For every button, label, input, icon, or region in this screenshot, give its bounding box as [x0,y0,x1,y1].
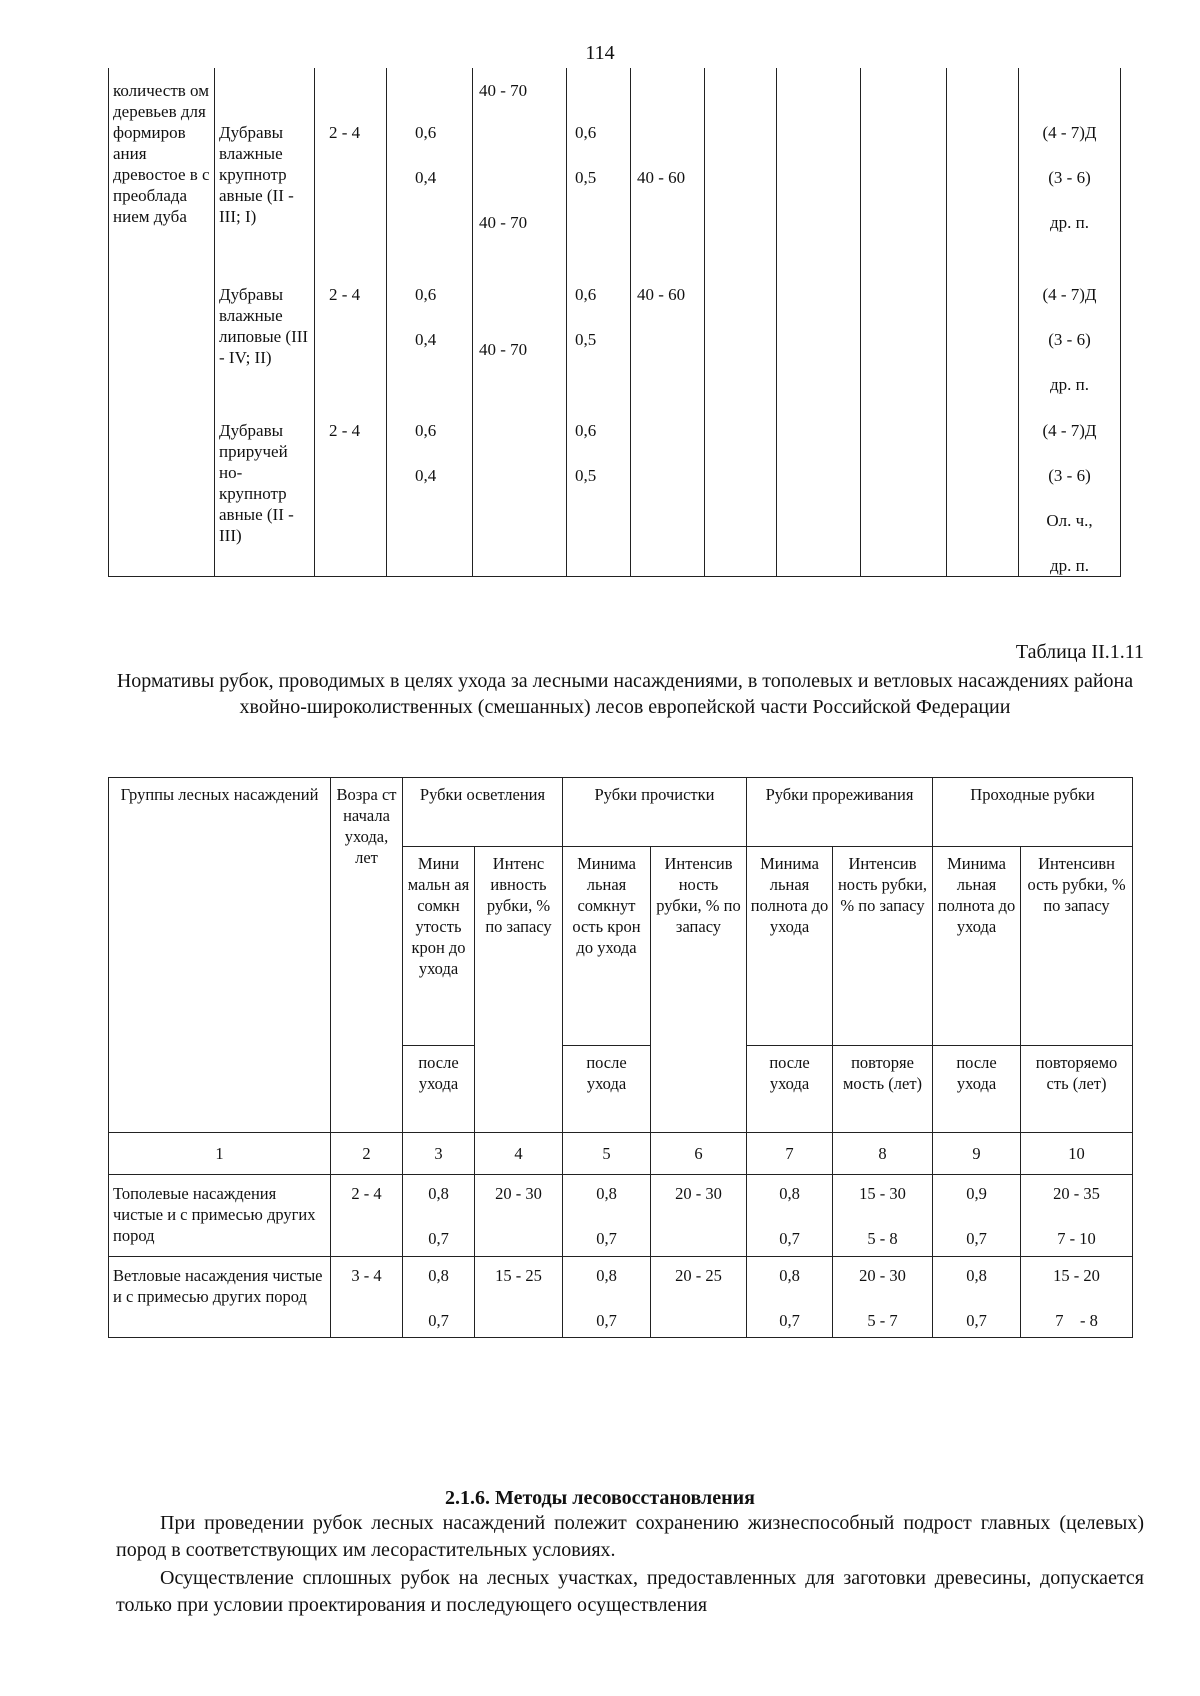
cont-value: 40 - 70 [479,340,528,359]
cell-value: 0,8 [596,1266,617,1285]
cont-value: (4 - 7)Д [1042,285,1097,304]
header-c5-bottom: после ухода [563,1046,651,1133]
cell-value: 0,9 [966,1184,987,1203]
cont-value: др. п. [1050,213,1089,232]
row-group: Тополевые насаждения чистые и с примесью других пород [109,1175,331,1257]
header-row [109,778,1133,847]
cont-type: Дубравы приручей но- крупнотр авные (II - III) [219,421,294,545]
cont-col9 [861,68,947,577]
section-heading: 2.1.6. Методы лесовосстановления [445,1487,755,1509]
cell-value: 0,7 [596,1229,617,1248]
cont-value: 0,6 [575,123,597,142]
header-groups: Группы лесных насаждений [109,778,331,1133]
column-number: 10 [1021,1133,1133,1175]
header-c8-top: Интенсив ность рубки, % по запасу [833,847,933,1046]
table-title: Нормативы рубок, проводимых в целях ухода за лесными насаждениями, в тополевых и ветловых насаждениях района хвойно-широколиственных (смешанных) лесов европейской части Российской Федерации [116,670,1134,718]
header-c7-top: Минима льная полнота до ухода [747,847,833,1046]
cont-value: 40 - 60 [637,168,686,187]
row-c7 [747,1175,833,1257]
cell-value: 0,8 [428,1266,449,1285]
cont-age-stack [315,68,387,577]
cell-value: 0,8 [966,1266,987,1285]
header-thinning-clean: Рубки прочистки [563,778,747,847]
row-c5 [563,1257,651,1338]
cell-value: 0,8 [779,1266,800,1285]
page-number: 114 [585,42,615,64]
cont-group-label: количеств ом деревьев для формиров ания древостое в с преоблада нием дуба [109,68,215,577]
cont-value: (4 - 7)Д [1042,421,1097,440]
cell-value: 20 - 35 [1053,1184,1100,1203]
cell-value: 0,7 [596,1311,617,1330]
column-number: 1 [109,1133,331,1175]
cell-value: 5 - 8 [867,1229,898,1248]
header-c10-top: Интенсивн ость рубки, % по запасу [1021,847,1133,1046]
header-c7-bottom: после ухода [747,1046,833,1133]
cell-value: 7 - 8 [1055,1311,1098,1330]
cont-value: др. п. [1050,375,1089,394]
header-passage: Проходные рубки [933,778,1133,847]
table-label: Таблица II.1.11 [1015,641,1144,663]
cell-value: 0,7 [428,1229,449,1248]
header-thinning: Рубки прореживания [747,778,933,847]
header-c9-bottom: после ухода [933,1046,1021,1133]
cell-value: 0,7 [779,1311,800,1330]
column-number-row [109,1133,1133,1175]
cell-value: 15 - 20 [1053,1266,1100,1285]
row-c8 [833,1175,933,1257]
cell-value: 5 - 7 [867,1311,898,1330]
row-c6: 20 - 30 [651,1175,747,1257]
cont-value: 40 - 60 [637,285,686,304]
row-c3 [403,1175,475,1257]
cont-type-stack [215,68,315,577]
row-c7 [747,1257,833,1338]
cont-value: 0,6 [575,285,597,304]
column-number: 3 [403,1133,475,1175]
cont-col11 [1019,68,1121,577]
cont-value: (3 - 6) [1048,330,1091,349]
header-c3-top: Мини мальн ая сомкн утость крон до ухода [403,847,475,1046]
cell-value: 0,8 [596,1184,617,1203]
body-paragraph: Осуществление сплошных рубок на лесных участках, предоставленных для заготовки древесины, допускается только при условии проектирования и последующего осуществления [116,1567,1144,1616]
header-c6: Интенсив ность рубки, % по запасу [651,847,747,1133]
cell-value: 0,7 [966,1311,987,1330]
row-c8 [833,1257,933,1338]
table-row [109,1175,1133,1257]
cont-age: 2 - 4 [329,285,361,304]
cont-type: Дубравы влажные крупнотр авные (II - III; I) [219,123,294,226]
cont-value: (4 - 7)Д [1042,123,1097,142]
row-c5 [563,1175,651,1257]
cont-value: (3 - 6) [1048,466,1091,485]
cont-value: 0,6 [415,285,437,304]
header-c5-top: Минима льная сомкнут ость крон до ухода [563,847,651,1046]
header-cleaning: Рубки осветления [403,778,563,847]
row-c9 [933,1175,1021,1257]
cont-value: 40 - 70 [479,213,528,232]
column-number: 4 [475,1133,563,1175]
cont-value: 0,4 [415,330,437,349]
cell-value: 0,7 [428,1311,449,1330]
cell-value: 0,8 [779,1184,800,1203]
cont-value: 0,4 [415,168,437,187]
cont-col7 [705,68,777,577]
cont-age: 2 - 4 [329,421,361,440]
header-c4: Интенс ивность рубки, % по запасу [475,847,563,1133]
cont-type: Дубравы влажные липовые (III - IV; II) [219,285,309,367]
cont-row [109,68,1121,577]
cont-value: (3 - 6) [1048,168,1091,187]
row-age: 2 - 4 [331,1175,403,1257]
column-number: 5 [563,1133,651,1175]
header-c3-bottom: после ухода [403,1046,475,1133]
cell-value: 0,7 [779,1229,800,1248]
row-c10 [1021,1257,1133,1338]
column-number: 8 [833,1133,933,1175]
cont-value: 0,4 [415,466,437,485]
cont-value: 0,6 [415,421,437,440]
norms-table [108,777,1133,1338]
cont-col4 [473,68,567,577]
row-c9 [933,1257,1021,1338]
column-number: 6 [651,1133,747,1175]
row-c3 [403,1257,475,1338]
cont-value: 40 - 70 [479,81,528,100]
header-c9-top: Минима льная полнота до ухода [933,847,1021,1046]
cont-age: 2 - 4 [329,123,361,142]
row-age: 3 - 4 [331,1257,403,1338]
row-group: Ветловые насаждения чистые и с примесью других пород [109,1257,331,1338]
cont-col10 [947,68,1019,577]
cont-value: 0,6 [575,421,597,440]
column-number: 2 [331,1133,403,1175]
row-c4: 20 - 30 [475,1175,563,1257]
column-number: 7 [747,1133,833,1175]
cell-value: 7 - 10 [1057,1229,1096,1248]
cont-value: 0,6 [415,123,437,142]
header-age: Возра ст начала ухода, лет [331,778,403,1133]
cont-col6 [631,68,705,577]
cont-value: 0,5 [575,330,597,349]
row-c10 [1021,1175,1133,1257]
cell-value: 15 - 30 [859,1184,906,1203]
cont-col8 [777,68,861,577]
row-c6: 20 - 25 [651,1257,747,1338]
cont-value: др. п. [1050,556,1089,575]
row-c4: 15 - 25 [475,1257,563,1338]
cont-value: 0,5 [575,466,597,485]
cont-value: Ол. ч., [1046,511,1093,530]
column-number: 9 [933,1133,1021,1175]
continuation-table [108,68,1121,577]
cont-col5 [567,68,631,577]
table-row [109,1257,1133,1338]
cell-value: 0,8 [428,1184,449,1203]
cell-value: 0,7 [966,1229,987,1248]
header-c8-bottom: повторяе мость (лет) [833,1046,933,1133]
body-paragraph: При проведении рубок лесных насаждений полежит сохранению жизнеспособный подрост главных (целевых) пород в соответствующих им лесорастительных условиях. [116,1512,1144,1561]
cont-value: 0,5 [575,168,597,187]
header-c10-bottom: повторяемо сть (лет) [1021,1046,1133,1133]
cell-value: 20 - 30 [859,1266,906,1285]
cont-col3 [387,68,473,577]
